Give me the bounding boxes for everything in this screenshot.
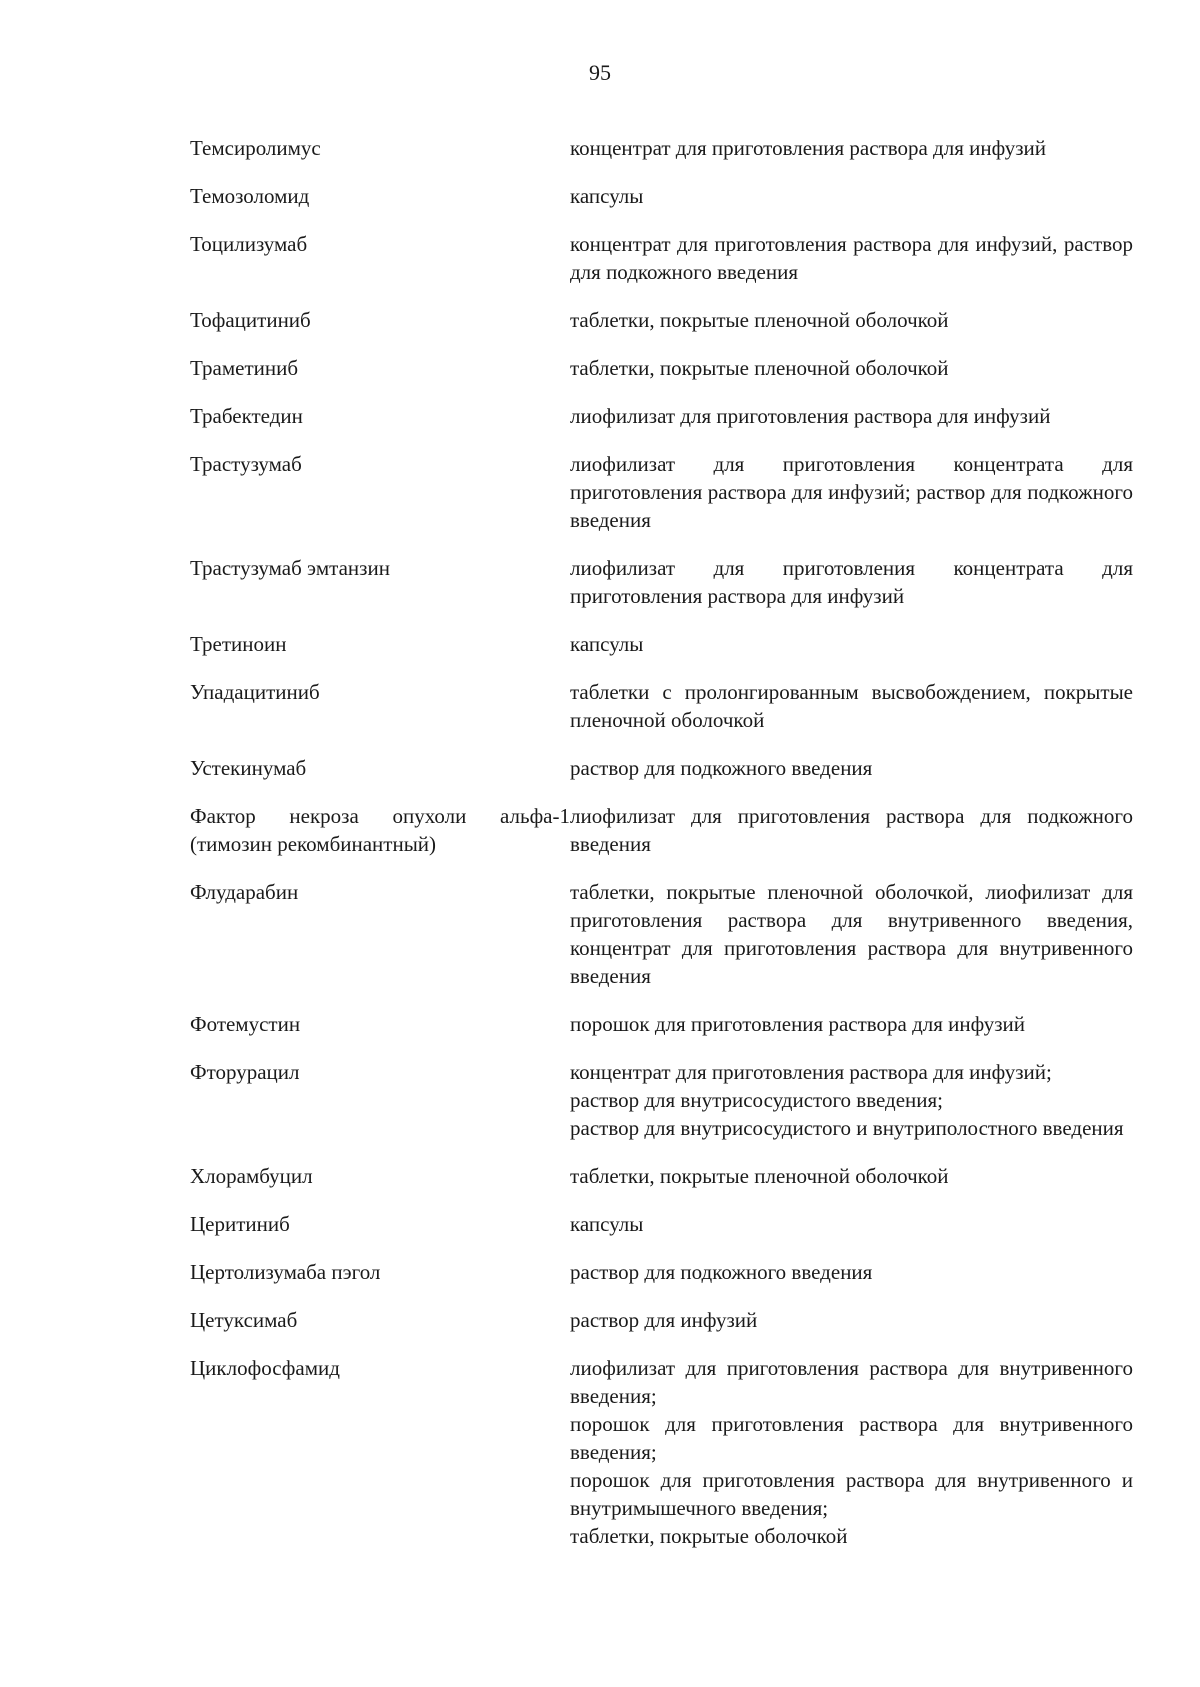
dosage-forms — [570, 230, 1133, 286]
drug-name: Третиноин — [190, 632, 287, 656]
dosage-forms — [570, 1258, 1133, 1286]
drug-name: Церитиниб — [190, 1212, 290, 1236]
drug-name: Устекинумаб — [190, 756, 307, 780]
dosage-forms — [570, 402, 1133, 430]
dosage-forms — [570, 306, 1133, 334]
drug-name: Флударабин — [190, 880, 299, 904]
dosage-form-line: капсулы — [570, 1212, 644, 1236]
dosage-forms — [570, 182, 1133, 210]
dosage-form-line: раствор для подкожного введения — [570, 756, 873, 780]
dosage-forms — [570, 802, 1133, 858]
dosage-form-line: таблетки, покрытые пленочной оболочкой — [570, 308, 949, 332]
drug-name: Темсиролимус — [190, 136, 321, 160]
dosage-form-line: лиофилизат для приготовления концентрата для приготовления раствора для инфузий; раствор для подкожного введения — [570, 452, 1133, 532]
drug-name: Тоцилизумаб — [190, 232, 308, 256]
drug-entry — [190, 182, 1133, 210]
dosage-forms — [570, 1010, 1133, 1038]
dosage-form-line: порошок для приготовления раствора для внутривенного введения; — [570, 1412, 1133, 1464]
drug-entry — [190, 354, 1133, 382]
dosage-form-line: лиофилизат для приготовления раствора для подкожного введения — [570, 804, 1133, 856]
drug-name: Фотемустин — [190, 1012, 301, 1036]
drug-name: Трастузумаб — [190, 452, 302, 476]
dosage-form-line: капсулы — [570, 632, 644, 656]
dosage-forms — [570, 134, 1133, 162]
drug-entry — [190, 402, 1133, 430]
dosage-form-line: лиофилизат для приготовления раствора для инфузий — [570, 404, 1051, 428]
dosage-form-line: таблетки с пролонгированным высвобождением, покрытые пленочной оболочкой — [570, 680, 1133, 732]
dosage-forms — [570, 1354, 1133, 1550]
drug-entry — [190, 1010, 1133, 1038]
dosage-forms — [570, 878, 1133, 990]
dosage-form-line: раствор для внутрисосудистого введения; — [570, 1088, 944, 1112]
drug-name: Хлорамбуцил — [190, 1164, 313, 1188]
dosage-forms — [570, 554, 1133, 610]
drug-entry — [190, 1210, 1133, 1238]
dosage-form-line: таблетки, покрытые оболочкой — [570, 1524, 848, 1548]
drug-name: Траметиниб — [190, 356, 299, 380]
drug-entry — [190, 306, 1133, 334]
drug-entry — [190, 1306, 1133, 1334]
dosage-forms — [570, 754, 1133, 782]
drug-entry — [190, 554, 1133, 610]
drug-name: Трабектедин — [190, 404, 303, 428]
drug-entry — [190, 230, 1133, 286]
dosage-forms — [570, 678, 1133, 734]
dosage-form-line: лиофилизат для приготовления раствора для внутривенного введения; — [570, 1356, 1133, 1408]
drug-entry — [190, 802, 1133, 858]
dosage-form-line: концентрат для приготовления раствора для инфузий; — [570, 1060, 1052, 1084]
drug-entry — [190, 1162, 1133, 1190]
dosage-form-line: раствор для подкожного введения — [570, 1260, 873, 1284]
drug-name: Цетуксимаб — [190, 1308, 298, 1332]
dosage-forms — [570, 1306, 1133, 1334]
drug-list — [190, 134, 1133, 1570]
drug-name: Фактор некроза опухоли альфа-1 (тимозин рекомбинантный) — [190, 804, 570, 856]
dosage-form-line: концентрат для приготовления раствора для инфузий, раствор для подкожного введения — [570, 232, 1133, 284]
drug-entry — [190, 1258, 1133, 1286]
drug-entry — [190, 450, 1133, 534]
dosage-form-line: капсулы — [570, 184, 644, 208]
dosage-form-line: порошок для приготовления раствора для инфузий — [570, 1012, 1026, 1036]
dosage-forms — [570, 1210, 1133, 1238]
drug-entry — [190, 754, 1133, 782]
dosage-form-line: концентрат для приготовления раствора для инфузий — [570, 136, 1046, 160]
drug-name: Темозоломид — [190, 184, 310, 208]
dosage-form-line: раствор для внутрисосудистого и внутриполостного введения — [570, 1116, 1124, 1140]
dosage-form-line: таблетки, покрытые пленочной оболочкой, лиофилизат для приготовления раствора для внутривенного введения, концентрат для приготовления раствора для внутривенного введения — [570, 880, 1133, 988]
page-number: 95 — [589, 60, 611, 85]
drug-entry — [190, 878, 1133, 990]
drug-name: Цертолизумаба пэгол — [190, 1260, 381, 1284]
drug-name: Трастузумаб эмтанзин — [190, 556, 390, 580]
dosage-form-line: раствор для инфузий — [570, 1308, 758, 1332]
drug-entry — [190, 134, 1133, 162]
dosage-form-line: порошок для приготовления раствора для внутривенного и внутримышечного введения; — [570, 1468, 1133, 1520]
drug-name: Циклофосфамид — [190, 1356, 340, 1380]
dosage-form-line: таблетки, покрытые пленочной оболочкой — [570, 1164, 949, 1188]
dosage-forms — [570, 450, 1133, 534]
dosage-form-line: лиофилизат для приготовления концентрата для приготовления раствора для инфузий — [570, 556, 1133, 608]
drug-entry — [190, 630, 1133, 658]
drug-name: Упадацитиниб — [190, 680, 320, 704]
dosage-forms — [570, 354, 1133, 382]
dosage-forms — [570, 1058, 1133, 1142]
drug-entry — [190, 1058, 1133, 1142]
dosage-forms — [570, 630, 1133, 658]
drug-name: Фторурацил — [190, 1060, 300, 1084]
dosage-form-line: таблетки, покрытые пленочной оболочкой — [570, 356, 949, 380]
dosage-forms — [570, 1162, 1133, 1190]
drug-entry — [190, 678, 1133, 734]
drug-name: Тофацитиниб — [190, 308, 311, 332]
drug-entry — [190, 1354, 1133, 1550]
